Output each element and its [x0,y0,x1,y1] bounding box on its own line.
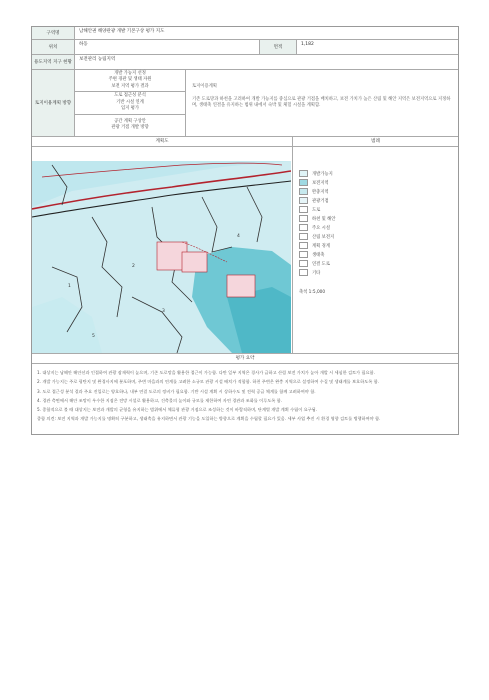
legend-item [299,250,454,259]
legend-item [299,196,454,205]
legend-label: 연결 도로 [312,261,330,267]
legend-label: 도로 [312,207,321,213]
summary-paragraph: 2. 개발 가능지는 주로 평탄지 및 완경사지에 분포하며, 주변 마을과의 연계를 고려한 소규모 관광 시설 배치가 적합함. 하천 주변은 완충 지역으로 설정하여 수질 및 생태계를 보호하도록 함. [37,379,379,385]
location-label: 위치 [32,40,75,54]
plan-desc-title: 토지이용계획 [192,84,217,89]
area-label: 면적 [260,40,297,54]
map-title: 계획도 [32,137,293,146]
assessment-form [31,26,459,435]
location-value: 하동 [75,40,260,54]
development-area-2 [182,252,207,272]
legend-label: 생태축 [312,252,325,258]
legend-swatch [299,197,308,204]
summary-paragraph: 1. 대상지는 남해안 해안선과 인접하여 관광 잠재력이 높으며, 기존 도로망을 활용한 접근이 가능함. 다만 일부 지역은 경사가 급하고 산림 보전 가치가 높아 개발 시 세심한 검토가 필요함. [37,370,375,375]
map-scale: 축척 1:5,000 [299,290,326,295]
plan-sub-2: 도로 접근성 분석 기반 시설 연계 입지 평가 [75,92,185,114]
legend-list [299,169,454,277]
legend-label: 하천 및 해안 [312,216,336,222]
legend-item [299,223,454,232]
legend-swatch [299,206,308,213]
plan-sub-3: 공간 계획 구상안 관광 거점 개발 방향 [111,118,149,131]
name-label: 구역명 [32,27,75,39]
legend-item [299,232,454,241]
plan-label: 토지이용계획 방향 [32,70,75,136]
summary-paragraph: 종합 의견: 보전 지역과 개발 가능지를 명확히 구분하고, 생태축을 유지하면서 관광 기능을 도입하는 방향으로 계획을 수립할 필요가 있음. 세부 사업 추진 시 환경 영향 검토를 병행하여야 함. [37,416,381,422]
plan-sublabels [75,70,186,136]
map-label-2: 2 [132,264,135,269]
legend-swatch [299,215,308,222]
summary-paragraph: 5. 종합적으로 볼 때 대상지는 보전과 개발의 균형을 유지하는 범위에서 체류형 관광 거점으로 조성하는 것이 바람직하며, 단계별 개발 계획 수립이 요구됨. [37,407,318,413]
development-area-3 [227,275,255,297]
zoning-value: 보전관리 농림지역 [79,57,116,62]
legend-item [299,214,454,223]
map-label-3: 3 [162,309,165,314]
legend-label: 주요 시설 [312,225,330,231]
zoning-label: 용도지역 지구 현황 [32,55,75,69]
document-page [31,26,459,435]
name-row [32,27,458,40]
summary-paragraph: 3. 도로 접근성 분석 결과 주요 진입로는 양호하나, 내부 연결 도로의 정비가 필요함. 기반 시설 계획 시 상하수도 및 전력 공급 체계를 함께 고려하여야 함. [37,388,316,394]
legend-title: 범례 [371,139,380,144]
map-legend [293,147,458,353]
legend-swatch [299,179,308,186]
legend-item [299,169,454,178]
legend-label: 기타 [312,270,321,276]
legend-label: 계획 경계 [312,243,330,249]
legend-item [299,259,454,268]
location-row [32,40,458,55]
legend-label: 산림 보전지 [312,234,335,240]
legend-label: 개발가능지 [312,171,333,177]
legend-item [299,268,454,277]
legend-swatch [299,224,308,231]
map-label-4: 4 [237,234,240,239]
legend-label: 완충지역 [312,189,329,195]
plan-desc-text: 기존 도로망과 하천을 고려하여 개발 가능지를 중심으로 관광 거점을 배치하고, 보전 가치가 높은 산림 및 해안 지역은 보전지역으로 지정하며, 생태축 연결을 유지하는 범위 내에서 숙박 및 체험 시설을 계획함. [192,96,451,108]
legend-label: 보전지역 [312,180,329,186]
summary-body [32,364,458,434]
legend-swatch [299,242,308,249]
legend-item [299,178,454,187]
legend-swatch [299,260,308,267]
legend-item [299,205,454,214]
zoning-row [32,55,458,70]
legend-item [299,187,454,196]
map-cell [32,147,293,353]
legend-item [299,241,454,250]
summary-paragraph: 4. 경관 측면에서 해안 조망이 우수한 지점은 전망 시설로 활용하고, 건축물의 높이와 규모를 제한하여 자연 경관과 조화를 이루도록 함. [37,397,283,403]
map-section [32,147,458,354]
legend-swatch [299,269,308,276]
area-value: 1,182 [301,42,314,47]
map-label-5: 5 [92,334,95,339]
map-top-margin [32,147,291,161]
map-header [32,137,458,147]
legend-swatch [299,233,308,240]
legend-swatch [299,188,308,195]
legend-swatch [299,170,308,177]
legend-label: 관광거점 [312,198,329,204]
plan-description [186,70,458,136]
map-label-1: 1 [68,284,71,289]
legend-swatch [299,251,308,258]
plan-map [32,147,291,353]
name-value: 남해안권 해양관광 개발 기본구상 평가 지도 [79,29,165,34]
plan-section [32,70,458,137]
summary-title: 평가 요약 [32,354,458,364]
plan-sub-1: 개발 가능지 선정 주변 경관 및 생태 자원 보전 지역 평가 결과 [75,70,185,92]
